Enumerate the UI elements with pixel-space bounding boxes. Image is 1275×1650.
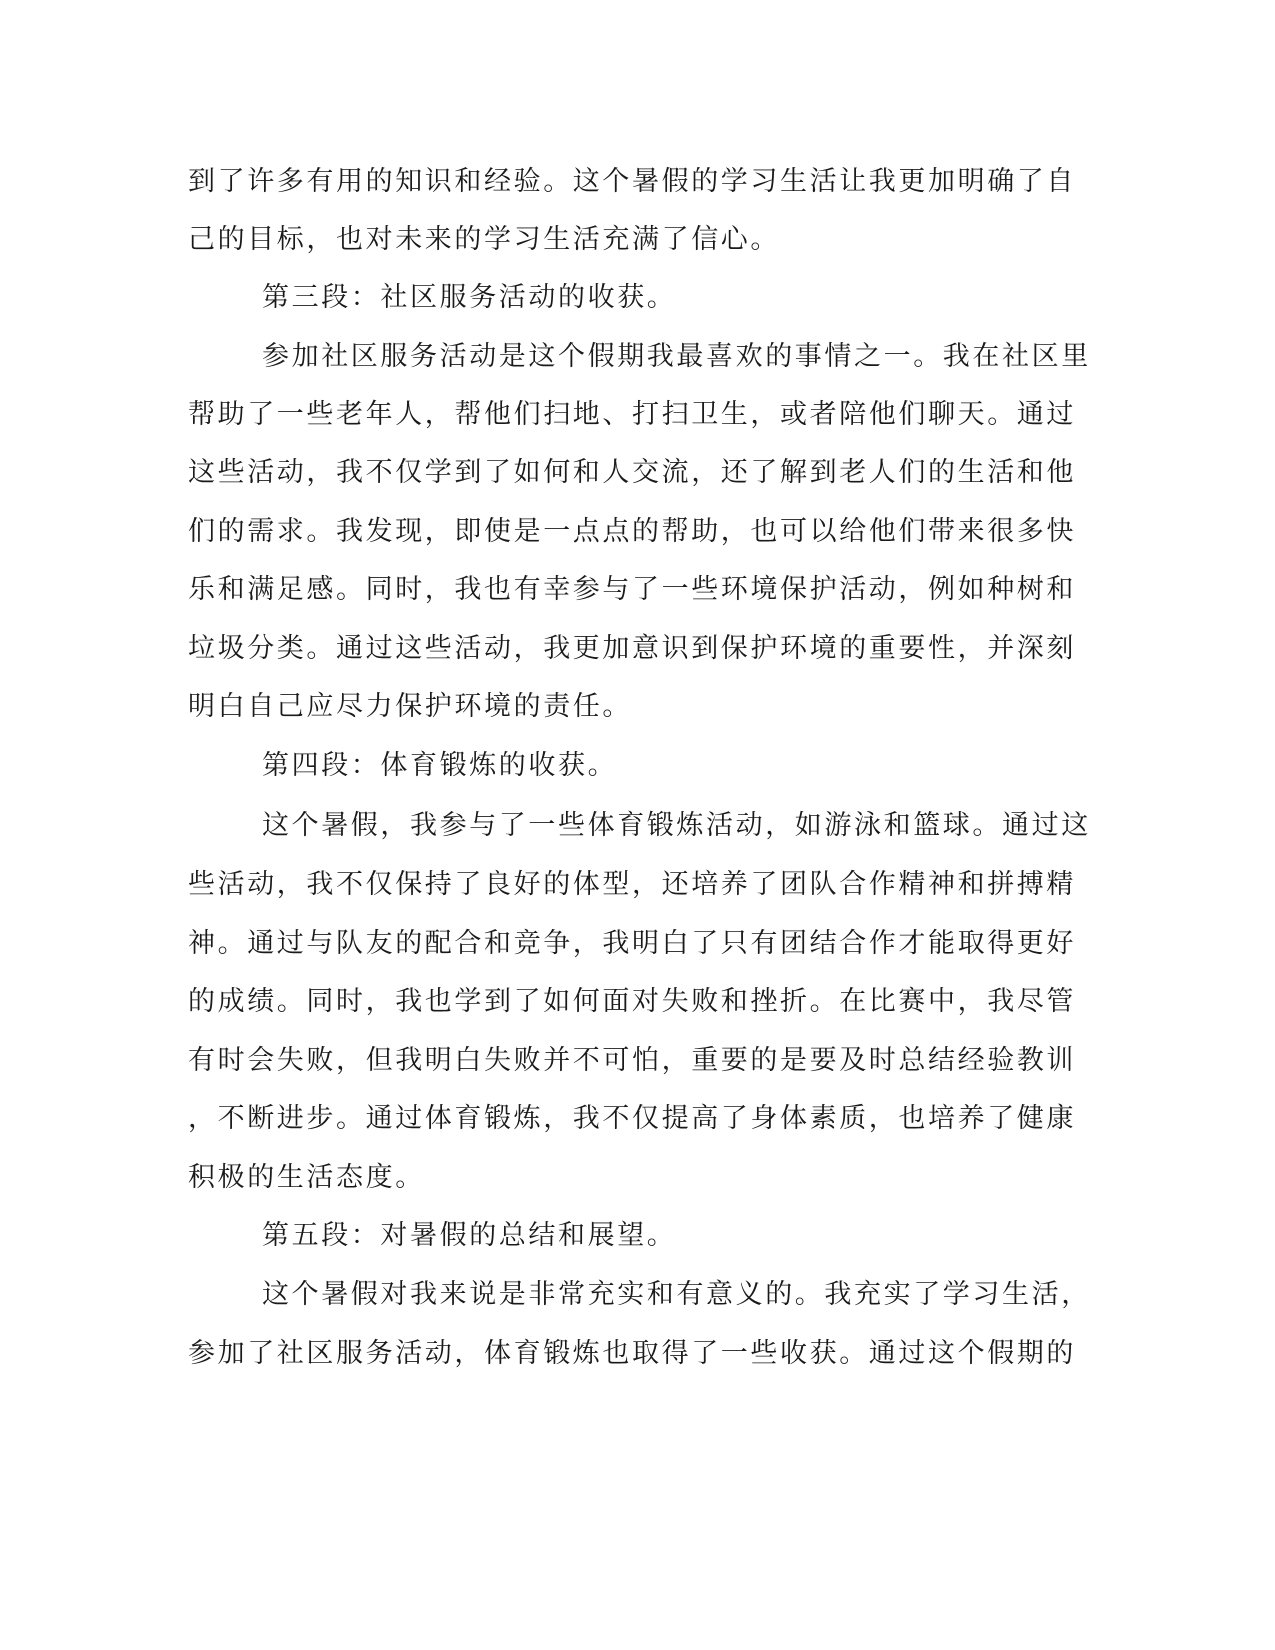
text-line: 帮助了一些老年人，帮他们扫地、打扫卫生，或者陪他们聊天。通过	[188, 399, 1076, 430]
text-line: 明白自己应尽力保护环境的责任。	[188, 691, 632, 722]
text-line: 己的目标，也对未来的学习生活充满了信心。	[188, 224, 780, 255]
section-heading-4: 第四段：体育锻炼的收获。	[262, 750, 618, 781]
text-line: 些活动，我不仅保持了良好的体型，还培养了团队合作精神和拼搏精	[188, 869, 1076, 900]
section-heading-3: 第三段：社区服务活动的收获。	[262, 282, 677, 313]
text-line: 神。通过与队友的配合和竞争，我明白了只有团结合作才能取得更好	[188, 928, 1076, 959]
text-line: 参加了社区服务活动，体育锻炼也取得了一些收获。通过这个假期的	[188, 1338, 1076, 1369]
text-line: 积极的生活态度。	[188, 1162, 425, 1193]
text-line: ，不断进步。通过体育锻炼，我不仅提高了身体素质，也培养了健康	[188, 1103, 1076, 1134]
text-line: 这些活动，我不仅学到了如何和人交流，还了解到老人们的生活和他	[188, 457, 1076, 488]
text-line: 的成绩。同时，我也学到了如何面对失败和挫折。在比赛中，我尽管	[188, 986, 1076, 1017]
text-line: 乐和满足感。同时，我也有幸参与了一些环境保护活动，例如种树和	[188, 574, 1076, 605]
text-line: 们的需求。我发现，即使是一点点的帮助，也可以给他们带来很多快	[188, 516, 1076, 547]
text-line: 这个暑假对我来说是非常充实和有意义的。我充实了学习生活，	[262, 1279, 1091, 1310]
text-line: 这个暑假，我参与了一些体育锻炼活动，如游泳和篮球。通过这	[262, 810, 1091, 841]
text-line: 垃圾分类。通过这些活动，我更加意识到保护环境的重要性，并深刻	[188, 633, 1076, 664]
text-line: 有时会失败，但我明白失败并不可怕，重要的是要及时总结经验教训	[188, 1045, 1076, 1076]
text-line: 到了许多有用的知识和经验。这个暑假的学习生活让我更加明确了自	[188, 166, 1076, 197]
section-heading-5: 第五段：对暑假的总结和展望。	[262, 1220, 677, 1251]
text-line: 参加社区服务活动是这个假期我最喜欢的事情之一。我在社区里	[262, 341, 1091, 372]
